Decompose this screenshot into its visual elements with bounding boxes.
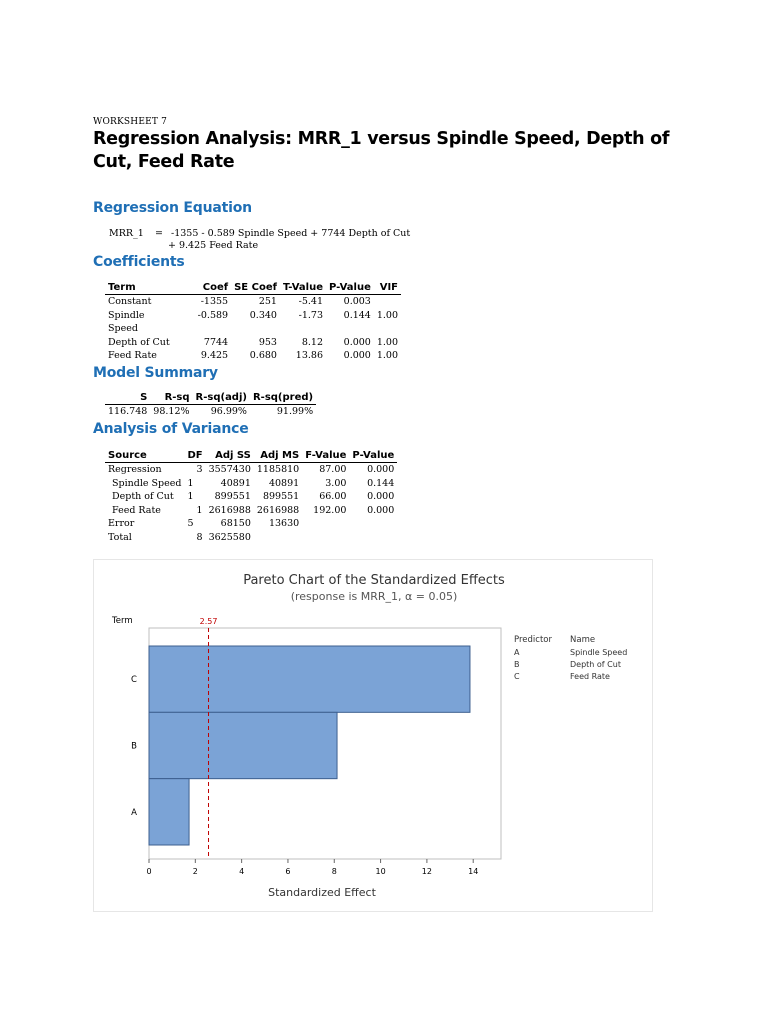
cell: 0.000 — [367, 491, 395, 502]
equation-line-2: + 9.425 Feed Rate — [168, 240, 259, 251]
table-row — [105, 349, 401, 363]
cell: 3 — [196, 464, 203, 475]
cell — [374, 295, 401, 309]
cell: 0.000 — [343, 336, 371, 348]
cell: -1355 — [200, 296, 229, 307]
x-tick-label: 4 — [239, 867, 245, 876]
cell: 66.00 — [319, 491, 347, 502]
cell: 7744 — [203, 336, 229, 348]
col-header: SE Coef — [231, 281, 280, 295]
table-row — [105, 463, 397, 477]
worksheet-label: WORKSHEET 7 — [93, 117, 168, 127]
table-row — [105, 309, 401, 336]
cell: 87.00 — [319, 464, 347, 475]
cell — [349, 531, 397, 545]
coefficients-heading: Coefficients — [93, 254, 185, 270]
cell: 40891 — [268, 477, 300, 489]
cell: 8 — [196, 531, 203, 543]
col-header: R-sq — [150, 391, 192, 405]
page-title: Regression Analysis: MRR_1 versus Spindle Speed, Depth of Cut, Feed Rate — [93, 129, 670, 172]
coefficients-table — [105, 281, 401, 363]
x-tick-label: 12 — [421, 867, 432, 876]
cell: 0.680 — [249, 350, 277, 361]
cell: Feed Rate — [112, 504, 161, 516]
cell: 899551 — [214, 491, 251, 502]
x-tick-label: 6 — [285, 867, 291, 876]
bar-c — [149, 646, 470, 712]
cell: 116.748 — [108, 406, 148, 417]
col-header: Term — [105, 281, 173, 295]
cell: 0.000 — [367, 464, 395, 475]
col-header: Source — [105, 449, 184, 463]
col-header: T-Value — [280, 281, 326, 295]
cell: 13630 — [268, 518, 300, 529]
table-row — [105, 295, 401, 309]
legend-name-b: Depth of Cut — [570, 660, 621, 669]
cell: 9.425 — [200, 350, 229, 361]
col-header: F-Value — [302, 449, 349, 463]
table-row — [105, 336, 401, 350]
legend — [514, 635, 627, 681]
cell — [254, 531, 302, 545]
y-axis-label: Term — [112, 616, 133, 626]
x-tick-label: 2 — [192, 867, 198, 876]
x-tick-label: 8 — [331, 867, 337, 876]
x-tick-label: 14 — [468, 867, 479, 876]
anova-table — [105, 449, 397, 544]
cell: 3625580 — [208, 531, 251, 543]
pareto-chart-svg — [94, 560, 652, 911]
cell: 0.144 — [367, 477, 395, 489]
cell: 1185810 — [256, 464, 300, 475]
reference-line-label: 2.57 — [199, 617, 218, 626]
cell: 0.000 — [367, 504, 395, 516]
equation-line-1: -1355 - 0.589 Spindle Speed + 7744 Depth of Cut — [171, 228, 411, 239]
cell: 2616988 — [208, 504, 251, 516]
cell — [302, 531, 349, 545]
equation-lhs: MRR_1 — [109, 228, 144, 239]
cell: 192.00 — [313, 504, 347, 516]
legend-predictor-b: B — [514, 660, 520, 669]
model-summary-table — [105, 391, 316, 419]
table-row — [105, 405, 316, 419]
cell: 5 — [187, 518, 194, 529]
cell: 68150 — [220, 518, 251, 529]
anova-heading: Analysis of Variance — [93, 421, 249, 437]
y-ticks-group — [131, 675, 137, 818]
x-ticks-group — [146, 859, 478, 876]
cell: Depth of Cut — [108, 336, 170, 348]
cell: Depth of Cut — [112, 491, 174, 502]
legend-header-name: Name — [570, 635, 596, 645]
bar-a — [149, 779, 189, 845]
col-header: P-Value — [326, 281, 374, 295]
cell: 1 — [187, 491, 194, 502]
cell: 3557430 — [208, 464, 251, 475]
cell: 1 — [196, 504, 203, 516]
cell: 0.003 — [343, 296, 371, 307]
cell: 2616988 — [256, 504, 300, 516]
chart-title: Pareto Chart of the Standardized Effects — [243, 573, 505, 588]
y-tick-label-b: B — [131, 741, 137, 752]
cell: 0.144 — [343, 309, 371, 321]
legend-header-predictor: Predictor — [514, 635, 552, 645]
equation-equals: = — [155, 228, 163, 239]
cell: Error — [108, 518, 135, 529]
bar-b — [149, 712, 337, 778]
table-row — [105, 504, 397, 518]
model-summary-heading: Model Summary — [93, 365, 218, 381]
table-row — [105, 531, 397, 545]
chart-subtitle: (response is MRR_1, α = 0.05) — [290, 590, 458, 603]
col-header: DF — [184, 449, 205, 463]
col-header: S — [105, 391, 150, 405]
cell: 98.12% — [153, 406, 190, 417]
table-row — [105, 477, 397, 491]
cell: 1.00 — [376, 309, 399, 321]
legend-predictor-c: C — [514, 672, 520, 681]
cell: Constant — [108, 296, 152, 307]
legend-predictor-a: A — [514, 648, 520, 657]
x-tick-label: 10 — [375, 867, 386, 876]
cell: Spindle Speed — [112, 477, 182, 489]
cell — [302, 517, 349, 531]
cell: 13.86 — [295, 350, 323, 361]
cell: 8.12 — [301, 336, 323, 348]
cell: 899551 — [262, 491, 300, 502]
cell: Spindle Speed — [108, 309, 145, 334]
col-header: Adj MS — [254, 449, 302, 463]
table-row — [105, 517, 397, 531]
x-tick-label: 0 — [146, 867, 152, 876]
cell: -5.41 — [298, 296, 323, 307]
legend-name-c: Feed Rate — [570, 672, 610, 681]
y-tick-label-a: A — [131, 807, 137, 818]
cell: 1.00 — [376, 350, 399, 361]
col-header: R-sq(pred) — [250, 391, 316, 405]
cell: -0.589 — [197, 309, 229, 321]
table-row — [105, 490, 397, 504]
legend-name-a: Spindle Speed — [570, 648, 628, 657]
cell: 953 — [258, 336, 277, 348]
col-header: R-sq(adj) — [193, 391, 250, 405]
col-header: Adj SS — [206, 449, 254, 463]
pareto-chart — [93, 559, 653, 912]
x-axis-label: Standardized Effect — [268, 886, 376, 899]
cell: 1.00 — [376, 336, 399, 348]
cell: 251 — [258, 296, 277, 307]
cell: Total — [108, 531, 132, 543]
cell: 1 — [187, 477, 194, 489]
cell: -1.73 — [298, 309, 323, 321]
cell: 0.340 — [249, 309, 277, 321]
cell: 0.000 — [343, 350, 371, 361]
col-header: P-Value — [349, 449, 397, 463]
regression-equation-heading: Regression Equation — [93, 200, 252, 216]
cell: Feed Rate — [108, 350, 157, 361]
cell: 91.99% — [276, 406, 314, 417]
y-tick-label-c: C — [131, 675, 137, 686]
col-header: Coef — [173, 281, 231, 295]
col-header: VIF — [374, 281, 401, 295]
bars-group — [149, 646, 470, 845]
cell: 40891 — [220, 477, 251, 489]
cell — [349, 517, 397, 531]
cell: Regression — [108, 464, 162, 475]
cell: 3.00 — [325, 477, 347, 489]
cell: 96.99% — [210, 406, 247, 417]
